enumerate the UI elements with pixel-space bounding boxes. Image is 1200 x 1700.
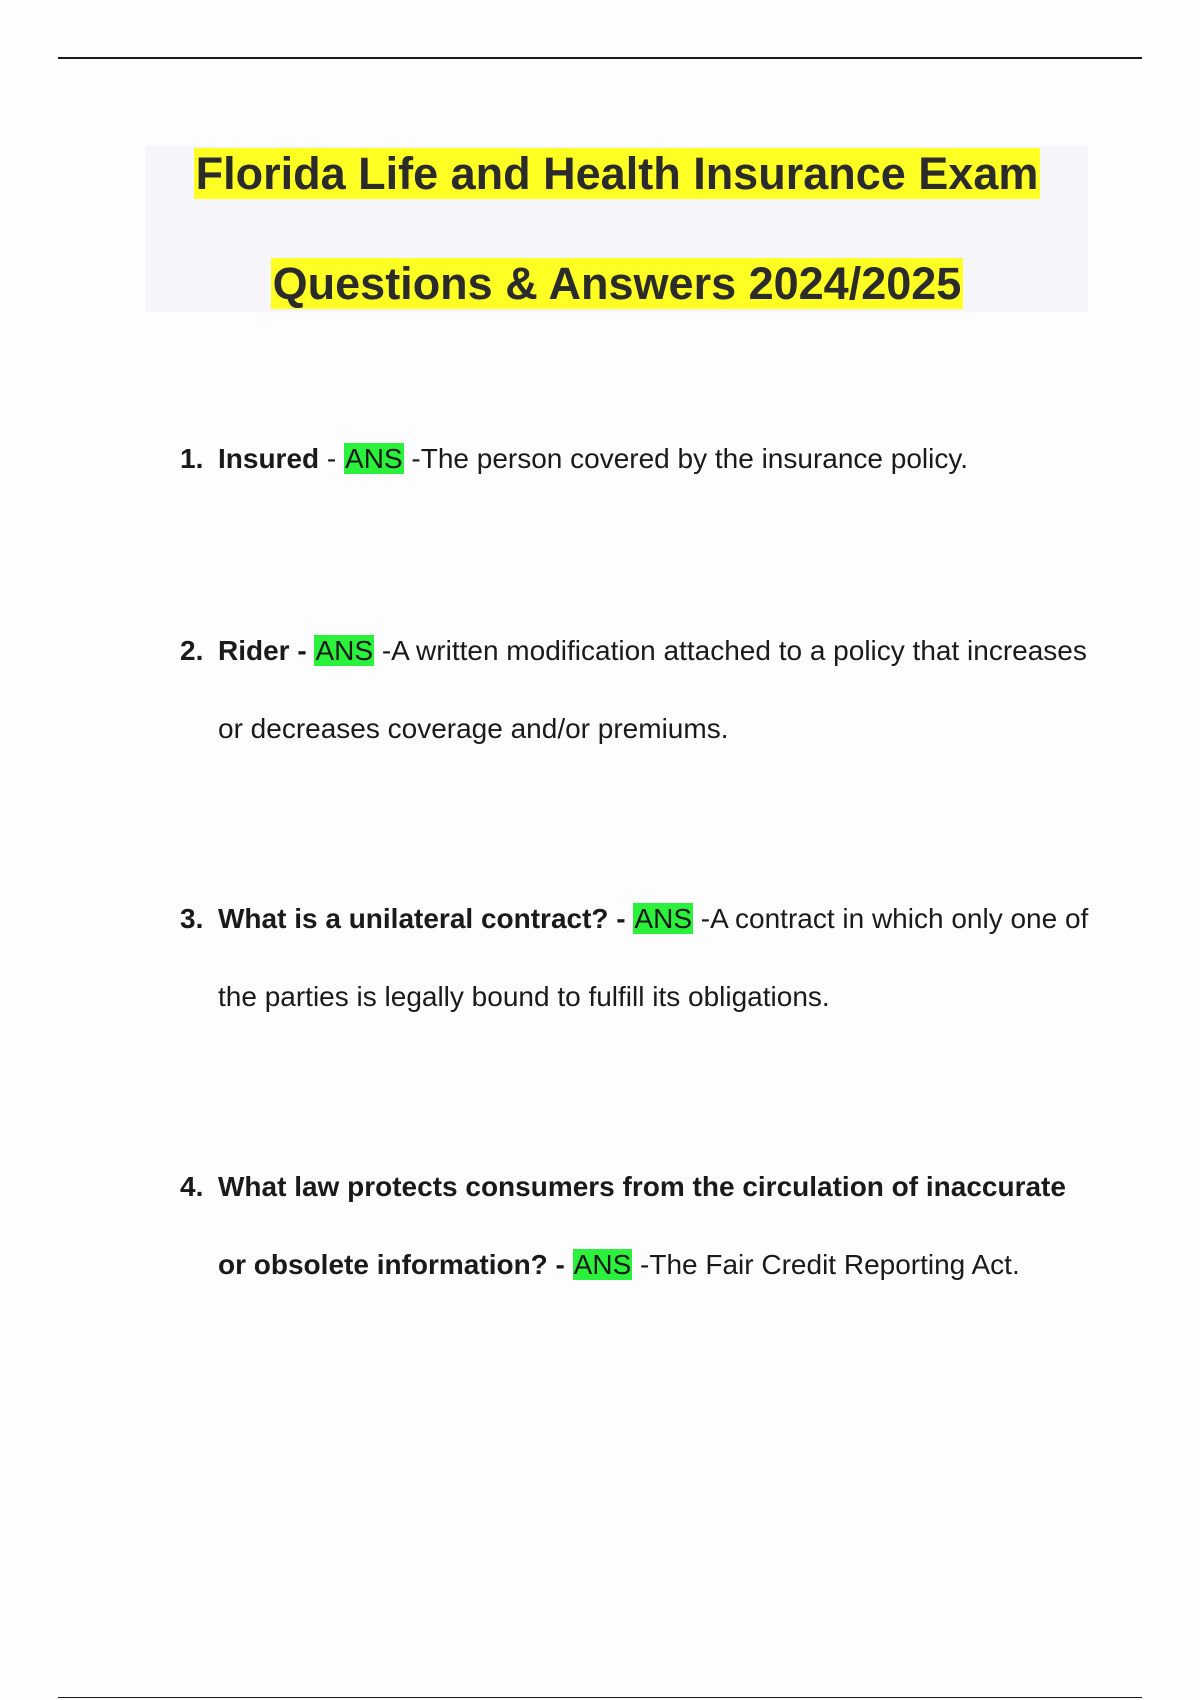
qa-item-3 bbox=[180, 880, 1100, 1036]
document-title-line-2 bbox=[146, 256, 1088, 312]
qa-item-number: 2. bbox=[180, 635, 204, 666]
qa-answer: -The Fair Credit Reporting Act. bbox=[632, 1249, 1020, 1280]
qa-separator: - bbox=[319, 443, 345, 474]
qa-question: What is a unilateral contract? bbox=[218, 903, 609, 934]
title-line-2-text: Questions & Answers 2024/2025 bbox=[272, 258, 962, 309]
ans-highlight-tag: ANS bbox=[634, 903, 692, 934]
qa-answer: -A contract in which only one of the parties is legally bound to fulfill its obligations. bbox=[218, 903, 1089, 1012]
qa-question: Rider bbox=[218, 635, 290, 666]
qa-item-number: 4. bbox=[180, 1171, 204, 1202]
qa-item-text bbox=[218, 420, 1100, 498]
qa-item-text bbox=[218, 612, 1100, 768]
qa-answer: -A written modification attached to a policy that increases or decreases coverage and/or premiums. bbox=[218, 635, 1087, 744]
qa-separator: - bbox=[547, 1249, 573, 1280]
qa-item-2 bbox=[180, 612, 1100, 768]
bottom-horizontal-rule bbox=[58, 1697, 1142, 1698]
qa-item-number: 1. bbox=[180, 443, 204, 474]
ans-highlight-tag: ANS bbox=[573, 1249, 632, 1280]
qa-separator: - bbox=[289, 635, 315, 666]
document-title-block bbox=[146, 146, 1088, 312]
qa-separator: - bbox=[608, 903, 634, 934]
qa-answer: -The person covered by the insurance policy. bbox=[403, 443, 969, 474]
qa-item-1 bbox=[180, 420, 1100, 498]
qa-question: Insured bbox=[218, 443, 320, 474]
qa-item-text bbox=[218, 1148, 1100, 1304]
qa-item-number: 3. bbox=[180, 903, 204, 934]
qa-question: What law protects consumers from the circulation of inaccurate or obsolete information? bbox=[218, 1171, 1066, 1280]
ans-highlight-tag: ANS bbox=[315, 635, 374, 666]
document-title-line-1 bbox=[146, 146, 1088, 202]
title-line-1-text: Florida Life and Health Insurance Exam bbox=[195, 148, 1039, 199]
qa-item-text bbox=[218, 880, 1100, 1036]
qa-item-4 bbox=[180, 1148, 1100, 1304]
ans-highlight-tag: ANS bbox=[345, 443, 403, 474]
top-horizontal-rule bbox=[58, 57, 1142, 59]
